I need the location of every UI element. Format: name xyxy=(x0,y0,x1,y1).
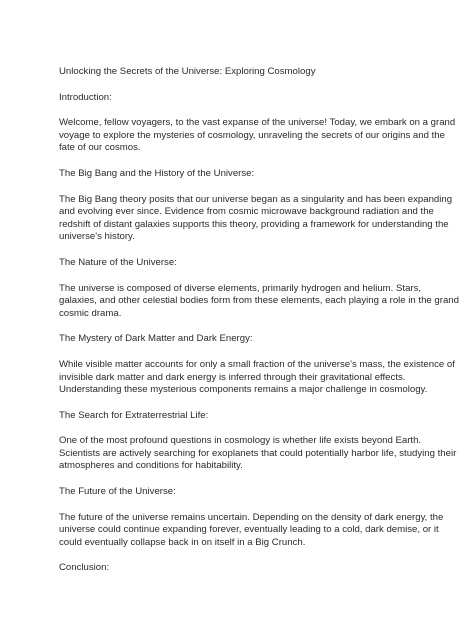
paragraph-big-bang: The Big Bang theory posits that our universe began as a singularity and has been expanding and evolving ever since. Evidence from cosmic microwave background radiation and the redshift of distant galaxies supports this theory, providing a framework for understanding the universe's history. xyxy=(59,193,453,243)
section-heading-extraterrestrial: The Search for Extraterrestrial Life: xyxy=(59,409,209,421)
paragraph-extraterrestrial: One of the most profound questions in cosmology is whether life exists beyond Earth. Scientists are actively searching for exoplanets that could potentially harbor life, studying their atmospheres and conditions for habitability. xyxy=(59,435,457,472)
section-heading-introduction: Introduction: xyxy=(59,91,112,103)
document-title: Unlocking the Secrets of the Universe: Exploring Cosmology xyxy=(59,66,316,77)
paragraph-nature: The universe is composed of diverse elements, primarily hydrogen and helium. Stars, galaxies, and other celestial bodies form from these elements, each playing a role in the grand cosmic drama. xyxy=(59,282,459,319)
section-heading-future: The Future of the Universe: xyxy=(59,486,176,498)
section-heading-nature: The Nature of the Universe: xyxy=(59,256,177,268)
paragraph-dark-matter: While visible matter accounts for only a small fraction of the universe's mass, the existence of invisible dark matter and dark energy is inferred through their gravitational effects. Understanding these mysterious components remains a major challenge in cosmology. xyxy=(59,358,455,396)
document-body xyxy=(59,66,459,588)
section-heading-dark-matter: The Mystery of Dark Matter and Dark Energy: xyxy=(59,333,253,345)
paragraph-introduction: Welcome, fellow voyagers, to the vast expanse of the universe! Today, we embark on a grand voyage to explore the mysteries of cosmology, unraveling the secrets of our origins and the fate of our cosmos. xyxy=(59,117,456,154)
section-heading-big-bang: The Big Bang and the History of the Universe: xyxy=(59,167,255,179)
paragraph-future: The future of the universe remains uncertain. Depending on the density of dark energy, the universe could continue expanding forever, eventually leading to a cold, dark demise, or it could eventually collapse back in on itself in a Big Crunch. xyxy=(59,511,444,548)
section-heading-conclusion: Conclusion: xyxy=(59,562,110,574)
